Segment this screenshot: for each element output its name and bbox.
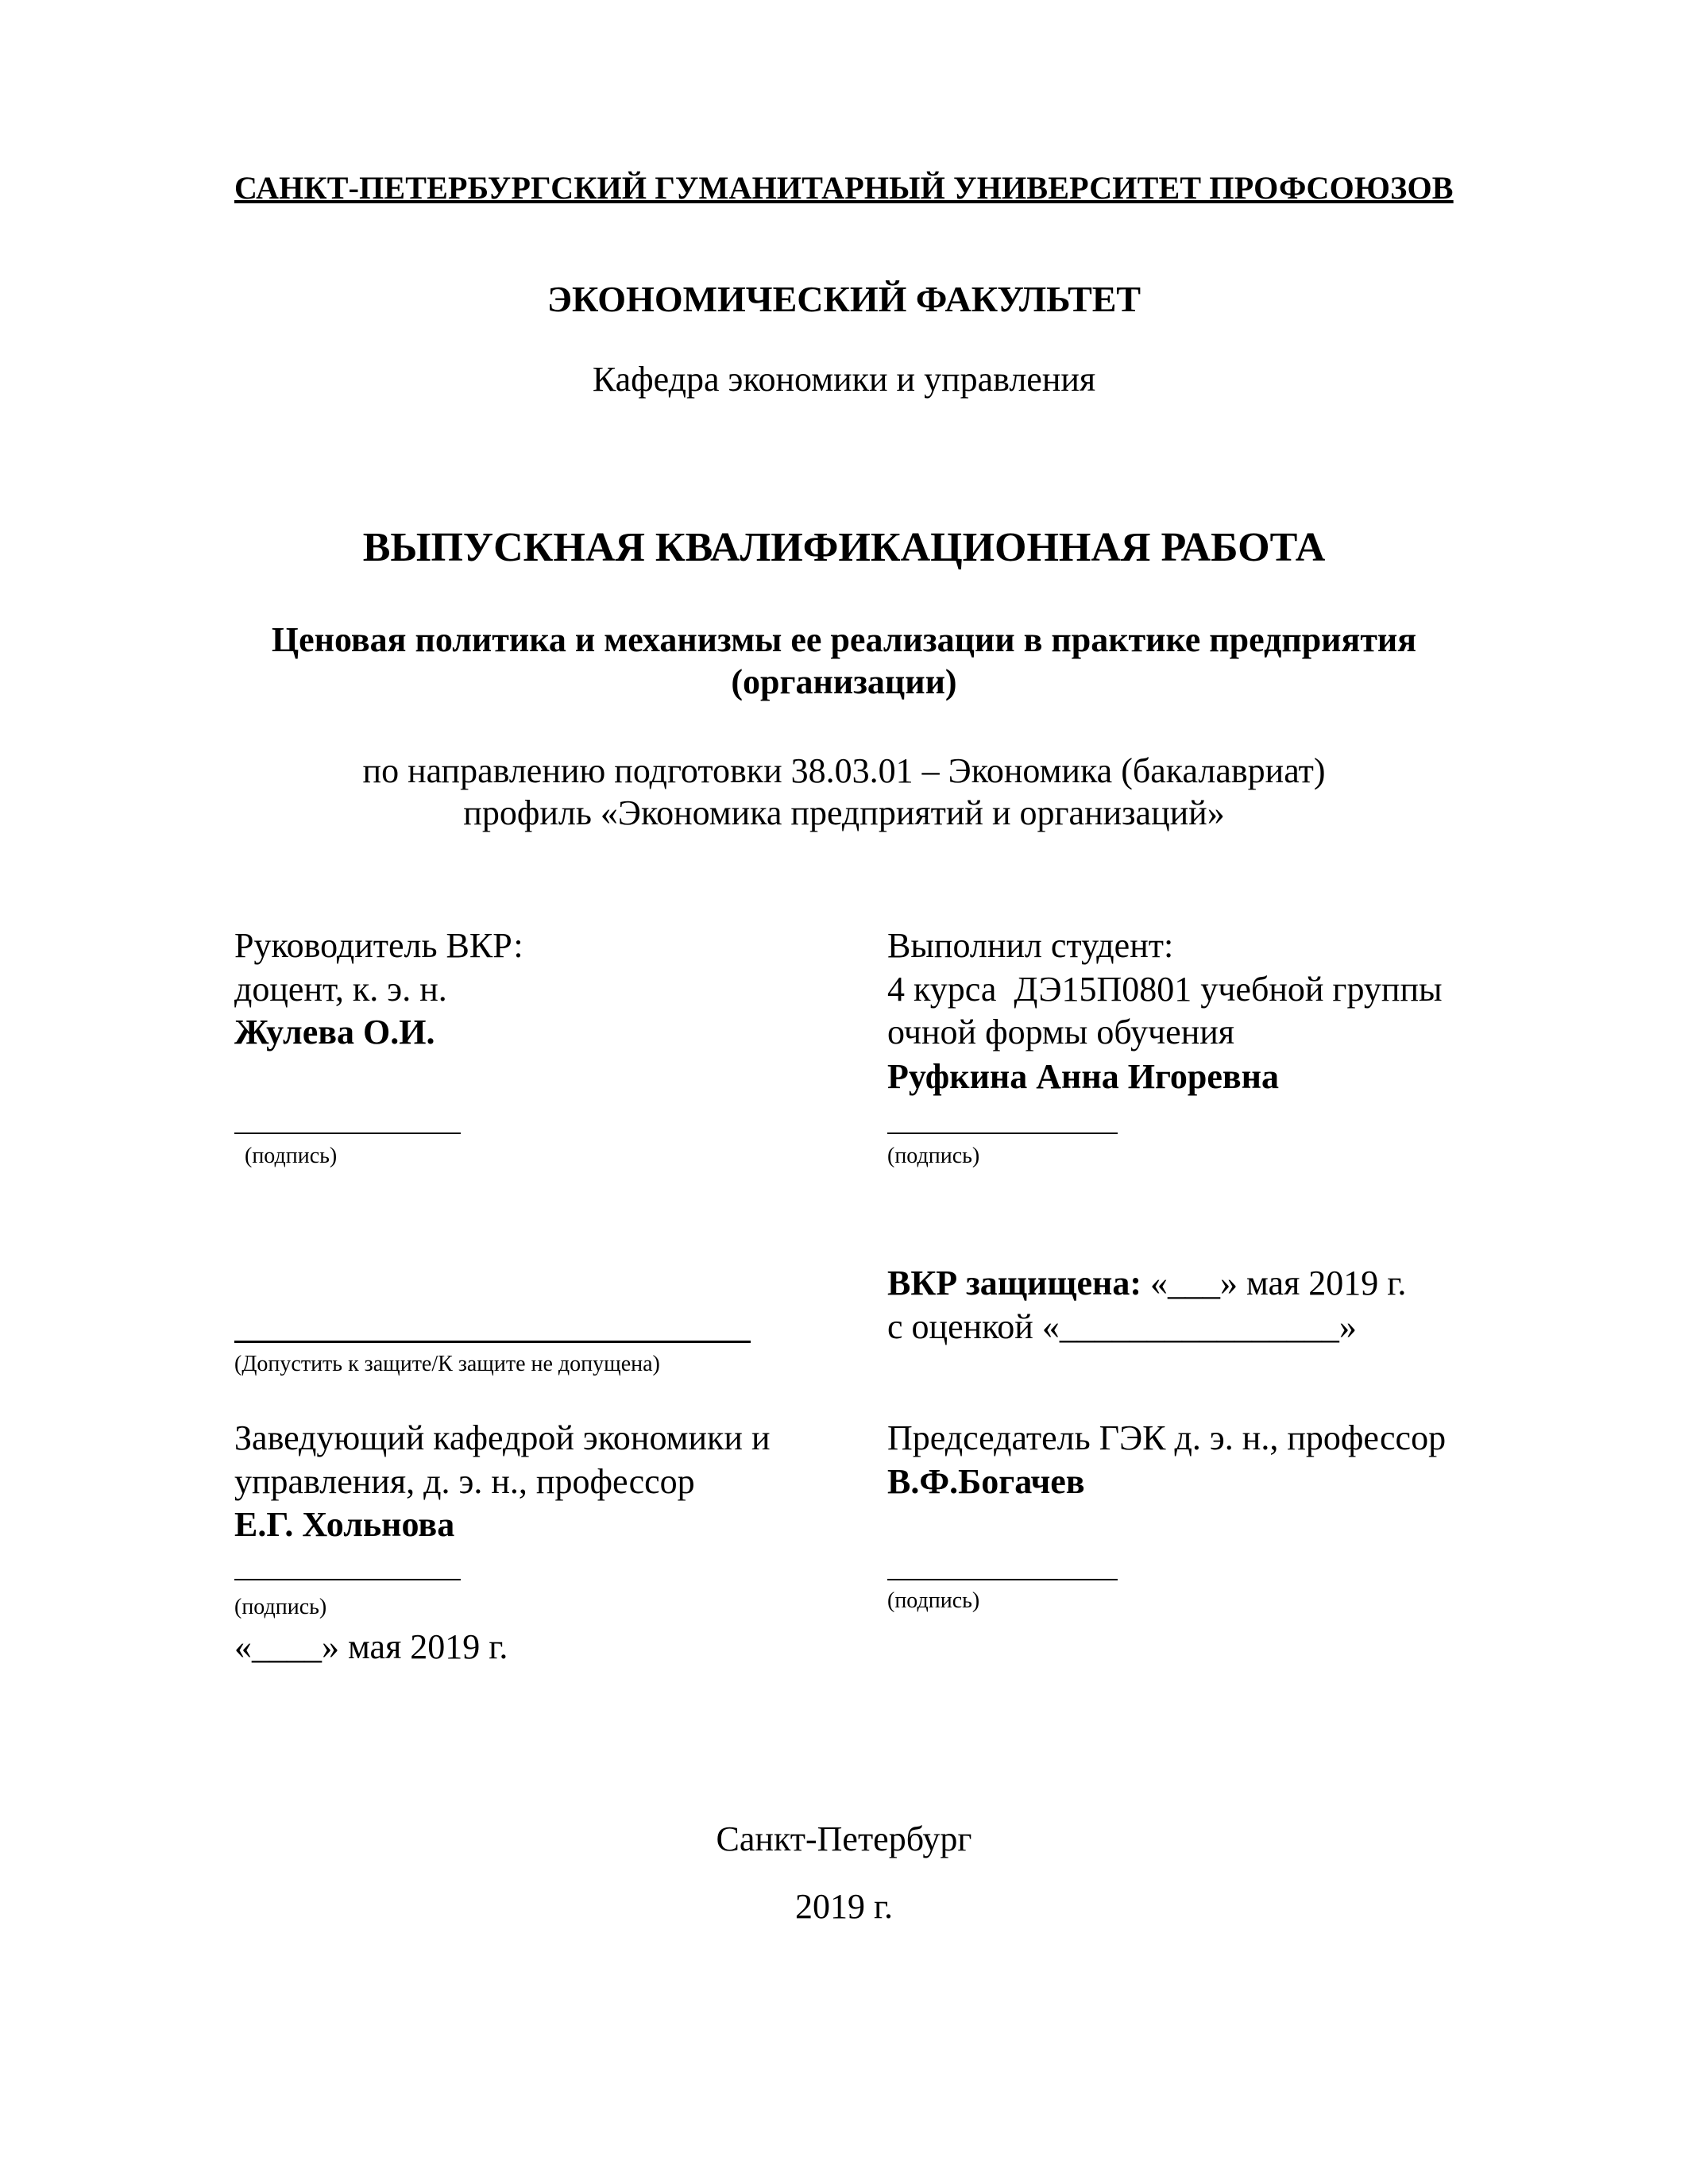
- study-profile: профиль «Экономика предприятий и организаций»: [463, 793, 1225, 832]
- defense-date-value: «___» мая 2019 г.: [1150, 1264, 1407, 1302]
- chairman-signature-caption: (подпись): [887, 1588, 980, 1613]
- university-name: САНКТ-ПЕТЕРБУРГСКИЙ ГУМАНИТАРНЫЙ УНИВЕРСИТЕТ ПРОФСОЮЗОВ: [234, 170, 1454, 206]
- work-type: ВЫПУСКНАЯ КВАЛИФИКАЦИОННАЯ РАБОТА: [362, 525, 1326, 570]
- student-label: Выполнил студент:: [887, 926, 1174, 965]
- defense-grade: с оценкой «________________»: [887, 1307, 1357, 1346]
- head-signature-caption: (подпись): [234, 1595, 327, 1619]
- head-line1: Заведующий кафедрой экономики и: [234, 1418, 771, 1457]
- supervisor-name: Жулева О.И.: [234, 1013, 435, 1051]
- chairman-line1: Председатель ГЭК д. э. н., профессор: [887, 1418, 1447, 1457]
- student-name: Руфкина Анна Игоревна: [887, 1057, 1279, 1096]
- admission-caption: (Допустить к защите/К защите не допущена): [234, 1352, 660, 1376]
- defense-date: [887, 1263, 1406, 1303]
- chairman-name: В.Ф.Богачев: [887, 1462, 1085, 1501]
- supervisor-label: Руководитель ВКР:: [234, 926, 523, 965]
- student-study-form: очной формы обучения: [887, 1013, 1235, 1051]
- department-name: Кафедра экономики и управления: [592, 360, 1096, 399]
- supervisor-position: доцент, к. э. н.: [234, 970, 447, 1009]
- head-line2: управления, д. э. н., профессор: [234, 1462, 695, 1501]
- defense-label: ВКР защищена:: [887, 1264, 1141, 1302]
- supervisor-signature-line: [234, 1133, 461, 1134]
- admission-line: [234, 1341, 751, 1343]
- work-title-line1: Ценовая политика и механизмы ее реализации в практике предприятия: [271, 620, 1417, 659]
- head-date: «____» мая 2019 г.: [234, 1627, 508, 1666]
- work-title-line2: (организации): [731, 662, 957, 701]
- student-signature-caption: (подпись): [887, 1144, 980, 1168]
- study-direction: по направлению подготовки 38.03.01 – Экономика (бакалавриат): [362, 751, 1326, 790]
- head-signature-line: [234, 1579, 461, 1580]
- footer-city: Санкт-Петербург: [716, 1819, 972, 1858]
- student-course: 4 курса: [887, 970, 997, 1009]
- faculty-name: ЭКОНОМИЧЕСКИЙ ФАКУЛЬТЕТ: [547, 279, 1141, 319]
- supervisor-signature-caption: (подпись): [245, 1144, 338, 1168]
- student-signature-line: [887, 1133, 1118, 1134]
- footer-year: 2019 г.: [794, 1887, 894, 1926]
- chairman-signature-line: [887, 1579, 1118, 1580]
- student-group-code: ДЭ15П0801 учебной группы: [1014, 970, 1443, 1009]
- head-name: Е.Г. Хольнова: [234, 1505, 455, 1544]
- student-group: [887, 969, 1443, 1009]
